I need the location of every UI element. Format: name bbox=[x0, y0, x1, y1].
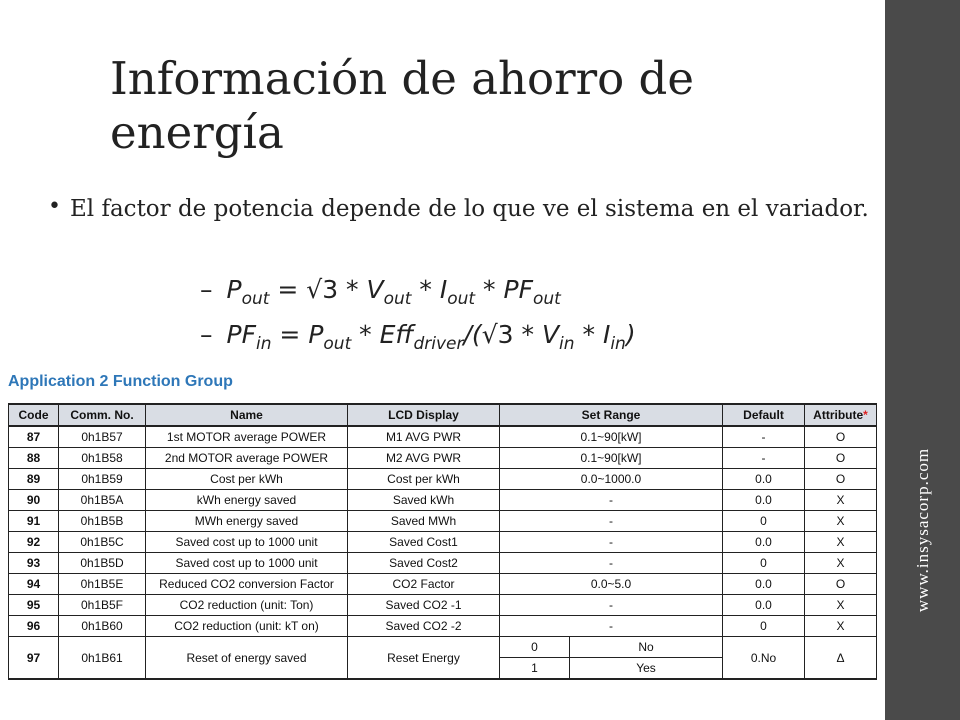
cell-code: 91 bbox=[9, 511, 59, 532]
cell-set-range: 0.0~5.0 bbox=[500, 574, 723, 595]
cell-lcd-display: Reset Energy bbox=[348, 637, 500, 680]
cell-name: Reduced CO2 conversion Factor bbox=[146, 574, 348, 595]
bullet-item bbox=[48, 195, 878, 223]
website-url: www.insysacorp.com bbox=[912, 447, 932, 613]
cell-set-range: - bbox=[500, 490, 723, 511]
cell-code: 92 bbox=[9, 532, 59, 553]
cell-name: Reset of energy saved bbox=[146, 637, 348, 680]
cell-comm-no: 0h1B61 bbox=[59, 637, 146, 680]
header-code: Code bbox=[9, 404, 59, 426]
cell-comm-no: 0h1B60 bbox=[59, 616, 146, 637]
slide-title: Información de ahorro de energía bbox=[110, 52, 694, 159]
cell-lcd-display: Saved CO2 -1 bbox=[348, 595, 500, 616]
bullet-dot-icon: • bbox=[48, 194, 61, 219]
cell-name: Saved cost up to 1000 unit bbox=[146, 532, 348, 553]
cell-attribute: X bbox=[805, 595, 877, 616]
cell-default: 0 bbox=[723, 553, 805, 574]
cell-attribute: X bbox=[805, 532, 877, 553]
cell-default: 0 bbox=[723, 511, 805, 532]
cell-comm-no: 0h1B5B bbox=[59, 511, 146, 532]
cell-default: 0.0 bbox=[723, 595, 805, 616]
cell-lcd-display: Saved Cost2 bbox=[348, 553, 500, 574]
cell-set-range: - bbox=[500, 616, 723, 637]
cell-attribute: Δ bbox=[805, 637, 877, 680]
table-row bbox=[9, 553, 877, 574]
header-lcd-display: LCD Display bbox=[348, 404, 500, 426]
table-row bbox=[9, 574, 877, 595]
cell-name: CO2 reduction (unit: Ton) bbox=[146, 595, 348, 616]
header-default: Default bbox=[723, 404, 805, 426]
cell-attribute: O bbox=[805, 426, 877, 448]
cell-comm-no: 0h1B59 bbox=[59, 469, 146, 490]
cell-lcd-display: Saved Cost1 bbox=[348, 532, 500, 553]
cell-default: - bbox=[723, 426, 805, 448]
cell-comm-no: 0h1B58 bbox=[59, 448, 146, 469]
cell-name: Cost per kWh bbox=[146, 469, 348, 490]
cell-lcd-display: CO2 Factor bbox=[348, 574, 500, 595]
table-row bbox=[9, 448, 877, 469]
header-name: Name bbox=[146, 404, 348, 426]
cell-code: 94 bbox=[9, 574, 59, 595]
cell-code: 88 bbox=[9, 448, 59, 469]
table-row bbox=[9, 426, 877, 448]
cell-default: 0.0 bbox=[723, 469, 805, 490]
header-comm-no: Comm. No. bbox=[59, 404, 146, 426]
cell-name: 2nd MOTOR average POWER bbox=[146, 448, 348, 469]
cell-lcd-display: Saved CO2 -2 bbox=[348, 616, 500, 637]
formula-pf-in: – $PF_{in} = P_{out} * Eff_{driver}/(√3 * V_{in} * I_{in})$ bbox=[200, 320, 636, 354]
header-attribute: Attribute* bbox=[805, 404, 877, 426]
cell-code: 87 bbox=[9, 426, 59, 448]
cell-set-range: 0.1~90[kW] bbox=[500, 426, 723, 448]
cell-comm-no: 0h1B5C bbox=[59, 532, 146, 553]
function-table bbox=[8, 403, 877, 680]
cell-attribute: X bbox=[805, 490, 877, 511]
cell-set-range: - bbox=[500, 553, 723, 574]
table-row bbox=[9, 616, 877, 637]
sidebar bbox=[885, 0, 960, 720]
cell-name: kWh energy saved bbox=[146, 490, 348, 511]
table-row bbox=[9, 532, 877, 553]
cell-comm-no: 0h1B5D bbox=[59, 553, 146, 574]
table-header-row bbox=[9, 404, 877, 426]
cell-name: CO2 reduction (unit: kT on) bbox=[146, 616, 348, 637]
cell-option-value: 0 bbox=[500, 637, 570, 658]
cell-comm-no: 0h1B5A bbox=[59, 490, 146, 511]
cell-code: 96 bbox=[9, 616, 59, 637]
cell-name: MWh energy saved bbox=[146, 511, 348, 532]
attribute-asterisk: * bbox=[863, 408, 868, 422]
cell-code: 89 bbox=[9, 469, 59, 490]
cell-comm-no: 0h1B5E bbox=[59, 574, 146, 595]
bullet-text: El factor de potencia depende de lo que ve el sistema en el variador. bbox=[70, 196, 869, 222]
table-row bbox=[9, 637, 877, 658]
cell-code: 90 bbox=[9, 490, 59, 511]
table-row bbox=[9, 511, 877, 532]
table-row bbox=[9, 490, 877, 511]
header-set-range: Set Range bbox=[500, 404, 723, 426]
cell-option-label: No bbox=[570, 637, 723, 658]
table-row bbox=[9, 595, 877, 616]
cell-set-range: - bbox=[500, 511, 723, 532]
table-row bbox=[9, 469, 877, 490]
cell-lcd-display: Saved MWh bbox=[348, 511, 500, 532]
cell-default: - bbox=[723, 448, 805, 469]
cell-attribute: X bbox=[805, 553, 877, 574]
cell-set-range: 0.1~90[kW] bbox=[500, 448, 723, 469]
cell-lcd-display: M1 AVG PWR bbox=[348, 426, 500, 448]
cell-attribute: O bbox=[805, 469, 877, 490]
cell-option-label: Yes bbox=[570, 658, 723, 680]
cell-default: 0.No bbox=[723, 637, 805, 680]
cell-comm-no: 0h1B57 bbox=[59, 426, 146, 448]
cell-default: 0.0 bbox=[723, 532, 805, 553]
cell-code: 95 bbox=[9, 595, 59, 616]
cell-lcd-display: Saved kWh bbox=[348, 490, 500, 511]
cell-set-range: 0.0~1000.0 bbox=[500, 469, 723, 490]
cell-code: 97 bbox=[9, 637, 59, 680]
cell-lcd-display: M2 AVG PWR bbox=[348, 448, 500, 469]
cell-attribute: O bbox=[805, 574, 877, 595]
cell-name: Saved cost up to 1000 unit bbox=[146, 553, 348, 574]
cell-name: 1st MOTOR average POWER bbox=[146, 426, 348, 448]
cell-code: 93 bbox=[9, 553, 59, 574]
cell-default: 0.0 bbox=[723, 490, 805, 511]
cell-attribute: X bbox=[805, 616, 877, 637]
cell-default: 0 bbox=[723, 616, 805, 637]
cell-attribute: X bbox=[805, 511, 877, 532]
table-caption: Application 2 Function Group bbox=[8, 373, 233, 390]
cell-attribute: O bbox=[805, 448, 877, 469]
formula-power-out: – $P_{out} = √3 * V_{out} * I_{out} * PF_{out}$ bbox=[200, 275, 561, 309]
cell-lcd-display: Cost per kWh bbox=[348, 469, 500, 490]
cell-comm-no: 0h1B5F bbox=[59, 595, 146, 616]
cell-default: 0.0 bbox=[723, 574, 805, 595]
cell-set-range: - bbox=[500, 532, 723, 553]
cell-set-range: - bbox=[500, 595, 723, 616]
cell-option-value: 1 bbox=[500, 658, 570, 680]
